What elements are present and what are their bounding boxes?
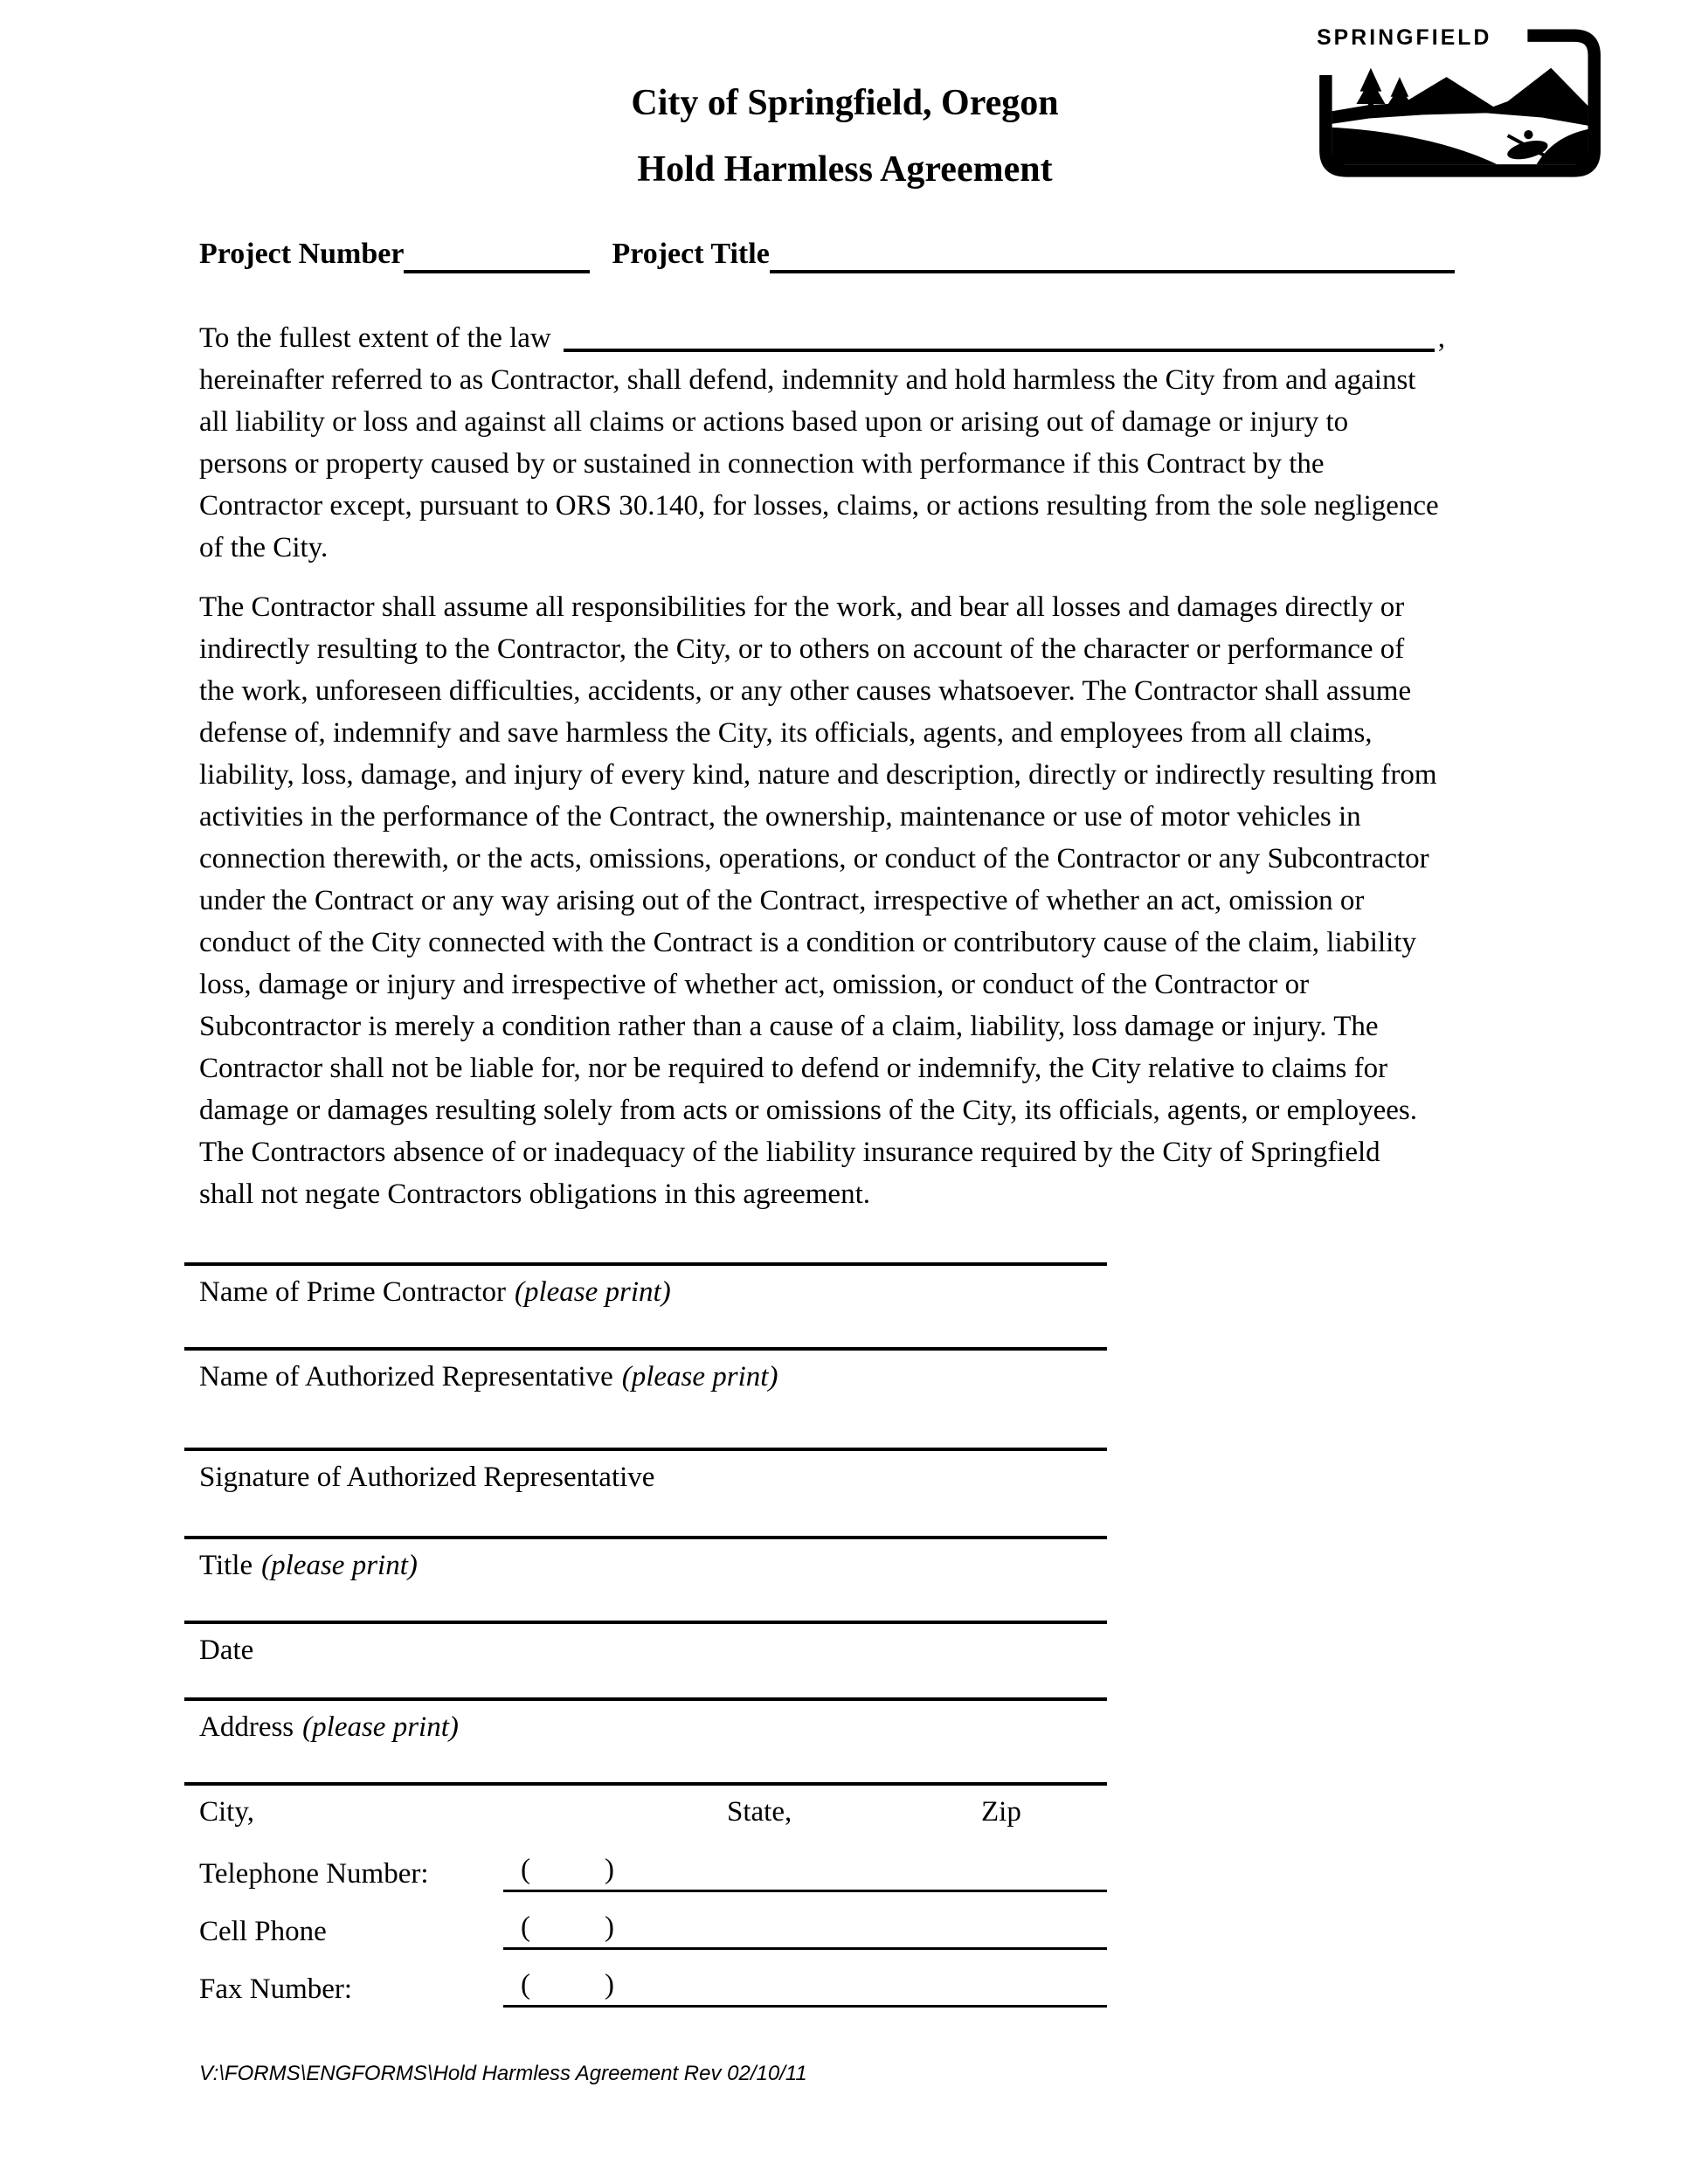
- field-label: Name of Authorized Representative: [199, 1361, 613, 1393]
- field-signature[interactable]: [184, 1448, 1107, 1496]
- area-code-open-paren: (: [521, 1911, 530, 1944]
- field-date[interactable]: [184, 1621, 1107, 1669]
- field-cell-phone: [199, 1909, 1442, 1950]
- intro-comma: ,: [1437, 322, 1445, 355]
- intro-paragraph: hereinafter referred to as Contractor, shall defend, indemnity and hold harmless the City from and against all liability or loss and against all claims or actions based upon or arising out of damage or injury to persons or property caused by or sustained in connection with performance if this Contract by the Contractor except, pursuant to ORS 30.140, for losses, claims, or actions resulting from the sole negligence of the City.: [199, 364, 1439, 564]
- please-print-hint: (please print): [514, 1276, 671, 1309]
- field-label: Address: [199, 1711, 294, 1744]
- project-number-blank[interactable]: [404, 267, 590, 273]
- fax-number-blank[interactable]: [503, 1966, 1107, 2008]
- area-code-open-paren: (: [521, 1854, 530, 1886]
- area-code-close-paren: ): [605, 1911, 614, 1944]
- telephone-label: Telephone Number:: [199, 1858, 429, 1890]
- please-print-hint: (please print): [302, 1711, 459, 1744]
- fax-number-label: Fax Number:: [199, 1973, 353, 2006]
- springfield-logo-icon: [1315, 23, 1603, 183]
- field-label: Signature of Authorized Representative: [199, 1462, 655, 1494]
- field-label: Date: [199, 1635, 254, 1667]
- project-title-blank[interactable]: [770, 267, 1455, 273]
- state-label: State,: [727, 1796, 792, 1828]
- phone-fields: [199, 1851, 1442, 2008]
- field-authorized-representative-name[interactable]: [184, 1347, 1107, 1395]
- responsibilities-paragraph: The Contractor shall assume all responsibilities for the work, and bear all losses and damages directly or indirectly resulting to the Contractor, the City, or to others on account of the character or performance of the work, unforeseen difficulties, accidents, or any other causes whatsoever. The Contractor shall assume defense of, indemnify and save harmless the City, its officials, agents, and employees from all claims, liability, loss, damage, and injury of every kind, nature and description, directly or indirectly resulting from activities in the performance of the Contract, the ownership, maintenance or use of motor vehicles in connection therewith, or the acts, omissions, operations, or conduct of the Contractor or any Subcontractor under the Contract or any way arising out of the Contract, irrespective of whether an act, omission or conduct of the City connected with the Contract is a condition or contributory cause of the claim, liability loss, damage or injury and irrespective of whether act, omission, or conduct of the Contractor or Subcontractor is merely a condition rather than a cause of a claim, liability, loss damage or injury. The Contractor shall not be liable for, nor be required to defend or indemnify, the City relative to claims for damage or damages resulting solely from acts or omissions of the City, its officials, agents, or employees. The Contractors absence of or inadequacy of the liability insurance required by the City of Springfield shall not negate Contractors obligations in this agreement.: [199, 591, 1437, 1211]
- city-label: City,: [199, 1796, 254, 1828]
- field-prime-contractor-name[interactable]: [184, 1262, 1107, 1310]
- project-number-label: Project Number: [199, 238, 405, 271]
- file-path-footer: V:\FORMS\ENGFORMS\Hold Harmless Agreement Rev 02/10/11: [199, 2062, 807, 2086]
- zip-label: Zip: [981, 1796, 1021, 1828]
- area-code-open-paren: (: [521, 1969, 530, 2001]
- logo-wordmark: SPRINGFIELD: [1317, 25, 1492, 50]
- cell-phone-label: Cell Phone: [199, 1916, 327, 1948]
- field-city-state-zip[interactable]: [184, 1782, 1107, 1830]
- springfield-logo: [1315, 23, 1603, 183]
- intro-lead-text: To the fullest extent of the law: [199, 322, 551, 355]
- cell-phone-blank[interactable]: [503, 1909, 1107, 1950]
- area-code-close-paren: ): [605, 1969, 614, 2001]
- area-code-close-paren: ): [605, 1854, 614, 1886]
- field-label: Name of Prime Contractor: [199, 1276, 506, 1309]
- please-print-hint: (please print): [261, 1550, 418, 1582]
- contractor-name-blank[interactable]: [564, 346, 1435, 352]
- field-telephone: [199, 1851, 1442, 1892]
- field-title[interactable]: [184, 1536, 1107, 1584]
- signature-fields: [199, 1262, 1442, 2008]
- project-title-label: Project Title: [612, 238, 770, 271]
- field-address[interactable]: [184, 1697, 1107, 1745]
- project-row: [199, 235, 1455, 273]
- please-print-hint: (please print): [621, 1361, 778, 1393]
- page-title: City of Springfield, Oregon: [631, 83, 1059, 123]
- document-header: [199, 83, 1442, 190]
- page-subtitle: Hold Harmless Agreement: [637, 149, 1053, 190]
- intro-first-line: [199, 317, 1445, 359]
- field-fax-number: [199, 1966, 1442, 2008]
- field-label: Title: [199, 1550, 253, 1582]
- telephone-blank[interactable]: [503, 1851, 1107, 1892]
